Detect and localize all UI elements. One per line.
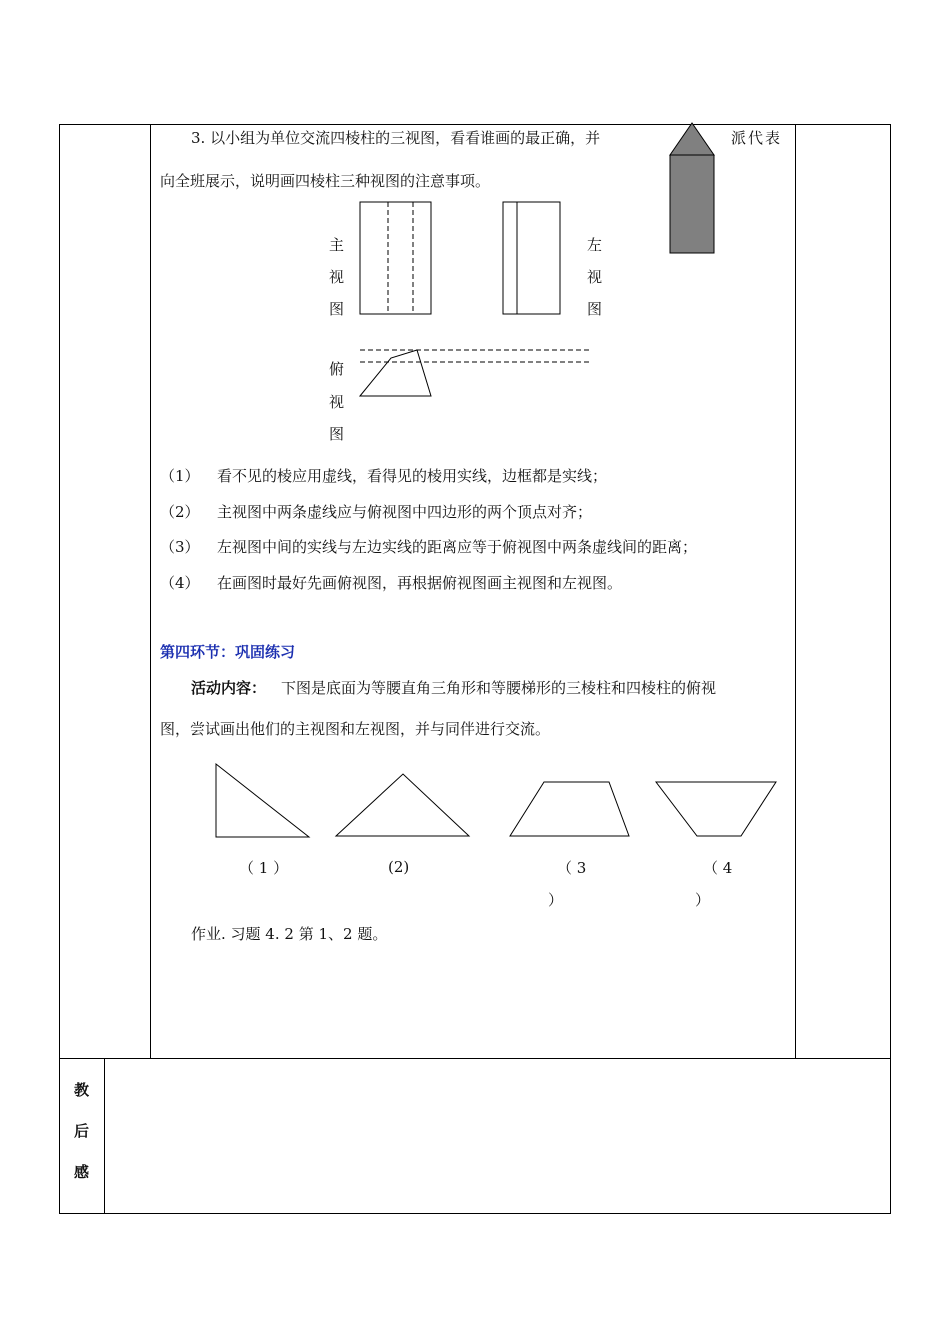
note-number: （1）	[160, 467, 200, 485]
note-number: （3）	[160, 538, 200, 556]
front-label-char: 视	[329, 268, 345, 286]
column-divider-left	[150, 124, 151, 1059]
top-label-char: 视	[329, 393, 345, 411]
activity-text-line2: 图，尝试画出他们的主视图和左视图，并与同伴进行交流。	[160, 720, 551, 738]
step3-line1-end: 派代表	[731, 129, 783, 147]
reflection-divider	[104, 1058, 105, 1214]
right-triangle-shape	[216, 764, 309, 837]
note-text: 在画图时最好先画俯视图，再根据俯视图画主视图和左视图。	[217, 574, 623, 592]
shape-label-1: （ 1 ）	[239, 859, 289, 877]
note-text: 看不见的棱应用虚线，看得见的棱用实线，边框都是实线；	[217, 467, 608, 485]
left-label-char: 视	[587, 268, 603, 286]
note-number: （4）	[160, 574, 200, 592]
trapezoid-shape	[510, 782, 629, 836]
left-label-char: 左	[587, 236, 603, 254]
front-label-char: 图	[329, 300, 345, 318]
note-text: 主视图中两条虚线应与俯视图中四边形的两个顶点对齐；	[217, 503, 593, 521]
inverted-trapezoid-shape	[656, 782, 776, 836]
activity-label: 活动内容：	[191, 679, 267, 697]
reflection-label-char: 感	[74, 1163, 90, 1181]
prism-body	[670, 155, 714, 253]
table-left-border	[59, 124, 60, 1214]
front-label-char: 主	[329, 236, 345, 254]
shape-label-3: （ 3	[557, 859, 587, 877]
reflection-label-char: 教	[74, 1081, 90, 1099]
section4-heading: 第四环节：巩固练习	[160, 643, 296, 661]
shape-label-4: （ 4	[703, 859, 733, 877]
row-divider	[59, 1058, 891, 1059]
shape-label-2: (2)	[388, 858, 410, 876]
table-right-border	[890, 124, 891, 1214]
note-text: 左视图中间的实线与左边实线的距离应等于俯视图中两条虚线间的距离；	[217, 538, 698, 556]
shape-label-3-close: ）	[548, 891, 564, 909]
top-label-char: 图	[329, 425, 345, 443]
table-top-border	[59, 124, 891, 125]
reflection-label-char: 后	[74, 1122, 90, 1140]
column-divider-right	[795, 124, 796, 1059]
left-label-char: 图	[587, 300, 603, 318]
reflection-content-cell[interactable]	[106, 1060, 889, 1212]
shape-label-4-close: ）	[695, 891, 711, 909]
step3-line1: 3. 以小组为单位交流四棱柱的三视图，看看谁画的最正确，并	[191, 129, 601, 147]
isosceles-triangle-shape	[336, 774, 469, 836]
note-number: （2）	[160, 503, 200, 521]
step3-line2: 向全班展示，说明画四棱柱三种视图的注意事项。	[160, 172, 491, 190]
activity-text-line1: 下图是底面为等腰直角三角形和等腰梯形的三棱柱和四棱柱的俯视	[281, 679, 717, 697]
top-label-char: 俯	[329, 360, 345, 378]
table-bottom-border	[59, 1213, 891, 1214]
prism-roof	[670, 123, 714, 155]
homework: 作业. 习题 4. 2 第 1、2 题。	[191, 925, 388, 943]
